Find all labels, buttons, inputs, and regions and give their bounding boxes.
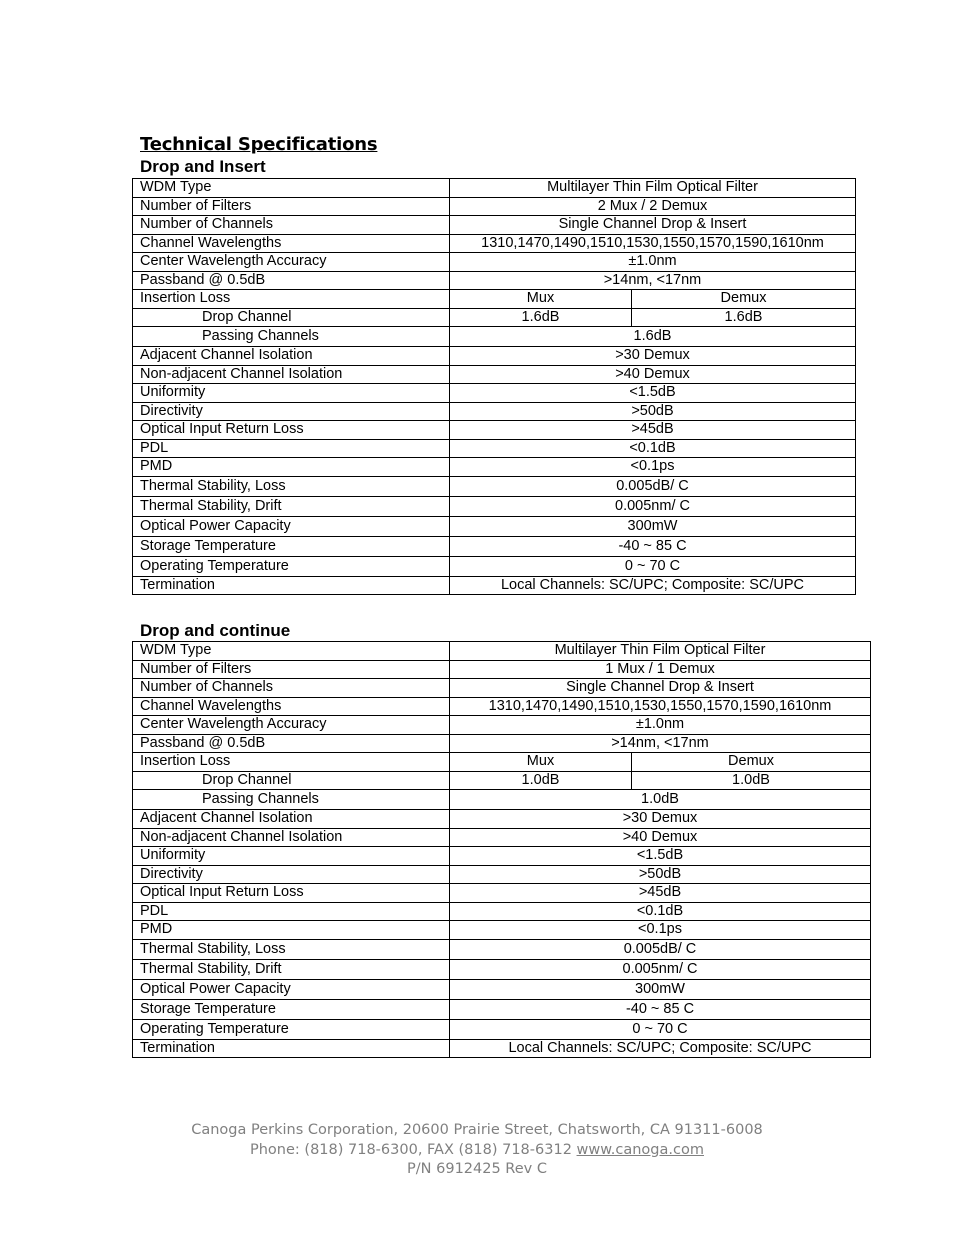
- spec-value: 0 ~ 70 C: [450, 556, 856, 576]
- spec-label: Optical Power Capacity: [133, 979, 450, 999]
- table-row: [133, 921, 871, 940]
- table-row: [133, 365, 856, 384]
- spec-value: <1.5dB: [450, 847, 871, 866]
- spec-label: Operating Temperature: [133, 556, 450, 576]
- spec-value: 0.005nm/ C: [450, 496, 856, 516]
- spec-label: Passband @ 0.5dB: [133, 734, 450, 753]
- spec-label: Uniformity: [133, 847, 450, 866]
- spec-label: Optical Input Return Loss: [133, 421, 450, 440]
- table-row: [133, 439, 856, 458]
- spec-label: Number of Channels: [133, 679, 450, 698]
- spec-label: Center Wavelength Accuracy: [133, 716, 450, 735]
- demux-value: 1.0dB: [632, 771, 871, 790]
- table-row: [133, 476, 856, 496]
- demux-value: 1.6dB: [632, 308, 856, 327]
- spec-value: 2 Mux / 2 Demux: [450, 197, 856, 216]
- spec-label: Thermal Stability, Drift: [133, 496, 450, 516]
- spec-label: Non-adjacent Channel Isolation: [133, 828, 450, 847]
- table-row: [133, 734, 871, 753]
- spec-label: PDL: [133, 902, 450, 921]
- table-row: [133, 536, 856, 556]
- spec-value: -40 ~ 85 C: [450, 536, 856, 556]
- table-row: [133, 234, 856, 253]
- table-row: [133, 271, 856, 290]
- spec-label: Passband @ 0.5dB: [133, 271, 450, 290]
- table-row: [133, 679, 871, 698]
- spec-table-drop-and-continue: [132, 641, 871, 1058]
- demux-header: Demux: [632, 753, 871, 772]
- spec-label: Storage Temperature: [133, 536, 450, 556]
- table-row: [133, 771, 871, 790]
- spec-value: Multilayer Thin Film Optical Filter: [450, 642, 871, 661]
- spec-label: Passing Channels: [133, 327, 450, 347]
- footer-part-number: P/N 6912425 Rev C: [407, 1161, 547, 1177]
- mux-value: 1.0dB: [450, 771, 632, 790]
- spec-label: Operating Temperature: [133, 1019, 450, 1039]
- spec-value: >30 Demux: [450, 810, 871, 829]
- spec-value: 1.0dB: [450, 790, 871, 810]
- spec-value: >45dB: [450, 884, 871, 903]
- spec-label: Directivity: [133, 402, 450, 421]
- spec-label: Insertion Loss: [133, 290, 450, 309]
- spec-label: WDM Type: [133, 179, 450, 198]
- table-row: [133, 790, 871, 810]
- spec-label: Number of Filters: [133, 197, 450, 216]
- spec-label: Adjacent Channel Isolation: [133, 810, 450, 829]
- spec-label: Drop Channel: [133, 308, 450, 327]
- spec-value: 0.005dB/ C: [450, 476, 856, 496]
- table-row: [133, 1019, 871, 1039]
- table-row: [133, 939, 871, 959]
- section-title-drop-and-insert: Drop and Insert: [140, 157, 266, 176]
- spec-label: Thermal Stability, Drift: [133, 959, 450, 979]
- spec-value: <0.1dB: [450, 439, 856, 458]
- table-row: [133, 697, 871, 716]
- website-link[interactable]: www.canoga.com: [576, 1141, 704, 1158]
- spec-label: Optical Input Return Loss: [133, 884, 450, 903]
- spec-table-drop-and-insert: [132, 178, 856, 595]
- table-row: [133, 421, 856, 440]
- table-row: [133, 865, 871, 884]
- mux-header: Mux: [450, 753, 632, 772]
- spec-table-body: [133, 179, 856, 595]
- table-row: [133, 197, 856, 216]
- spec-table-body: [133, 642, 871, 1058]
- table-row: [133, 216, 856, 235]
- spec-label: Thermal Stability, Loss: [133, 939, 450, 959]
- demux-header: Demux: [632, 290, 856, 309]
- table-row: [133, 179, 856, 198]
- spec-label: Adjacent Channel Isolation: [133, 347, 450, 366]
- mux-value: 1.6dB: [450, 308, 632, 327]
- spec-label: PMD: [133, 921, 450, 940]
- spec-value: <0.1ps: [450, 458, 856, 477]
- spec-value: 1.6dB: [450, 327, 856, 347]
- table-row: [133, 347, 856, 366]
- spec-value: >40 Demux: [450, 365, 856, 384]
- mux-header: Mux: [450, 290, 632, 309]
- spec-label: Termination: [133, 576, 450, 595]
- spec-value: 300mW: [450, 979, 871, 999]
- section-title-drop-and-continue: Drop and continue: [140, 621, 291, 640]
- spec-value: Local Channels: SC/UPC; Composite: SC/UPC: [450, 576, 856, 595]
- spec-label: Channel Wavelengths: [133, 697, 450, 716]
- spec-value: 0.005dB/ C: [450, 939, 871, 959]
- spec-value: ±1.0nm: [450, 253, 856, 272]
- spec-label: Termination: [133, 1039, 450, 1058]
- table-row: [133, 753, 871, 772]
- footer-phone-fax: Phone: (818) 718-6300, FAX (818) 718-6312: [250, 1141, 577, 1158]
- spec-value: 0.005nm/ C: [450, 959, 871, 979]
- spec-value: >40 Demux: [450, 828, 871, 847]
- spec-label: PMD: [133, 458, 450, 477]
- spec-value: >50dB: [450, 865, 871, 884]
- spec-value: 0 ~ 70 C: [450, 1019, 871, 1039]
- table-row: [133, 810, 871, 829]
- spec-label: Channel Wavelengths: [133, 234, 450, 253]
- table-row: [133, 959, 871, 979]
- spec-value: >30 Demux: [450, 347, 856, 366]
- footer-address: Canoga Perkins Corporation, 20600 Prairie Street, Chatsworth, CA 91311-6008: [191, 1122, 763, 1138]
- table-row: [133, 576, 856, 595]
- spec-value: <1.5dB: [450, 384, 856, 403]
- table-row: [133, 384, 856, 403]
- spec-value: 300mW: [450, 516, 856, 536]
- table-row: [133, 253, 856, 272]
- table-row: [133, 308, 856, 327]
- spec-value: >14nm, <17nm: [450, 734, 871, 753]
- table-row: [133, 516, 856, 536]
- table-row: [133, 847, 871, 866]
- table-row: [133, 999, 871, 1019]
- spec-value: 1310,1470,1490,1510,1530,1550,1570,1590,1610nm: [450, 234, 856, 253]
- spec-label: Thermal Stability, Loss: [133, 476, 450, 496]
- spec-label: Number of Channels: [133, 216, 450, 235]
- spec-value: Single Channel Drop & Insert: [450, 679, 871, 698]
- spec-label: Non-adjacent Channel Isolation: [133, 365, 450, 384]
- table-row: [133, 884, 871, 903]
- table-row: [133, 327, 856, 347]
- spec-value: <0.1ps: [450, 921, 871, 940]
- spec-value: 1 Mux / 1 Demux: [450, 660, 871, 679]
- spec-label: PDL: [133, 439, 450, 458]
- spec-value: >45dB: [450, 421, 856, 440]
- table-row: [133, 458, 856, 477]
- table-row: [133, 496, 856, 516]
- footer-contact: [0, 1141, 954, 1161]
- spec-value: Local Channels: SC/UPC; Composite: SC/UPC: [450, 1039, 871, 1058]
- table-row: [133, 402, 856, 421]
- spec-label: Directivity: [133, 865, 450, 884]
- spec-label: Storage Temperature: [133, 999, 450, 1019]
- spec-label: Center Wavelength Accuracy: [133, 253, 450, 272]
- spec-label: Uniformity: [133, 384, 450, 403]
- table-row: [133, 642, 871, 661]
- spec-value: Single Channel Drop & Insert: [450, 216, 856, 235]
- spec-value: Multilayer Thin Film Optical Filter: [450, 179, 856, 198]
- spec-value: 1310,1470,1490,1510,1530,1550,1570,1590,1610nm: [450, 697, 871, 716]
- table-row: [133, 902, 871, 921]
- table-row: [133, 556, 856, 576]
- table-row: [133, 1039, 871, 1058]
- spec-value: >50dB: [450, 402, 856, 421]
- table-row: [133, 716, 871, 735]
- spec-value: <0.1dB: [450, 902, 871, 921]
- spec-value: -40 ~ 85 C: [450, 999, 871, 1019]
- table-row: [133, 979, 871, 999]
- spec-label: Passing Channels: [133, 790, 450, 810]
- table-row: [133, 660, 871, 679]
- spec-label: Drop Channel: [133, 771, 450, 790]
- spec-label: WDM Type: [133, 642, 450, 661]
- table-row: [133, 828, 871, 847]
- spec-label: Optical Power Capacity: [133, 516, 450, 536]
- spec-label: Number of Filters: [133, 660, 450, 679]
- page-footer: [0, 1121, 954, 1180]
- spec-value: >14nm, <17nm: [450, 271, 856, 290]
- page-title: Technical Specifications: [140, 134, 378, 155]
- spec-label: Insertion Loss: [133, 753, 450, 772]
- spec-value: ±1.0nm: [450, 716, 871, 735]
- table-row: [133, 290, 856, 309]
